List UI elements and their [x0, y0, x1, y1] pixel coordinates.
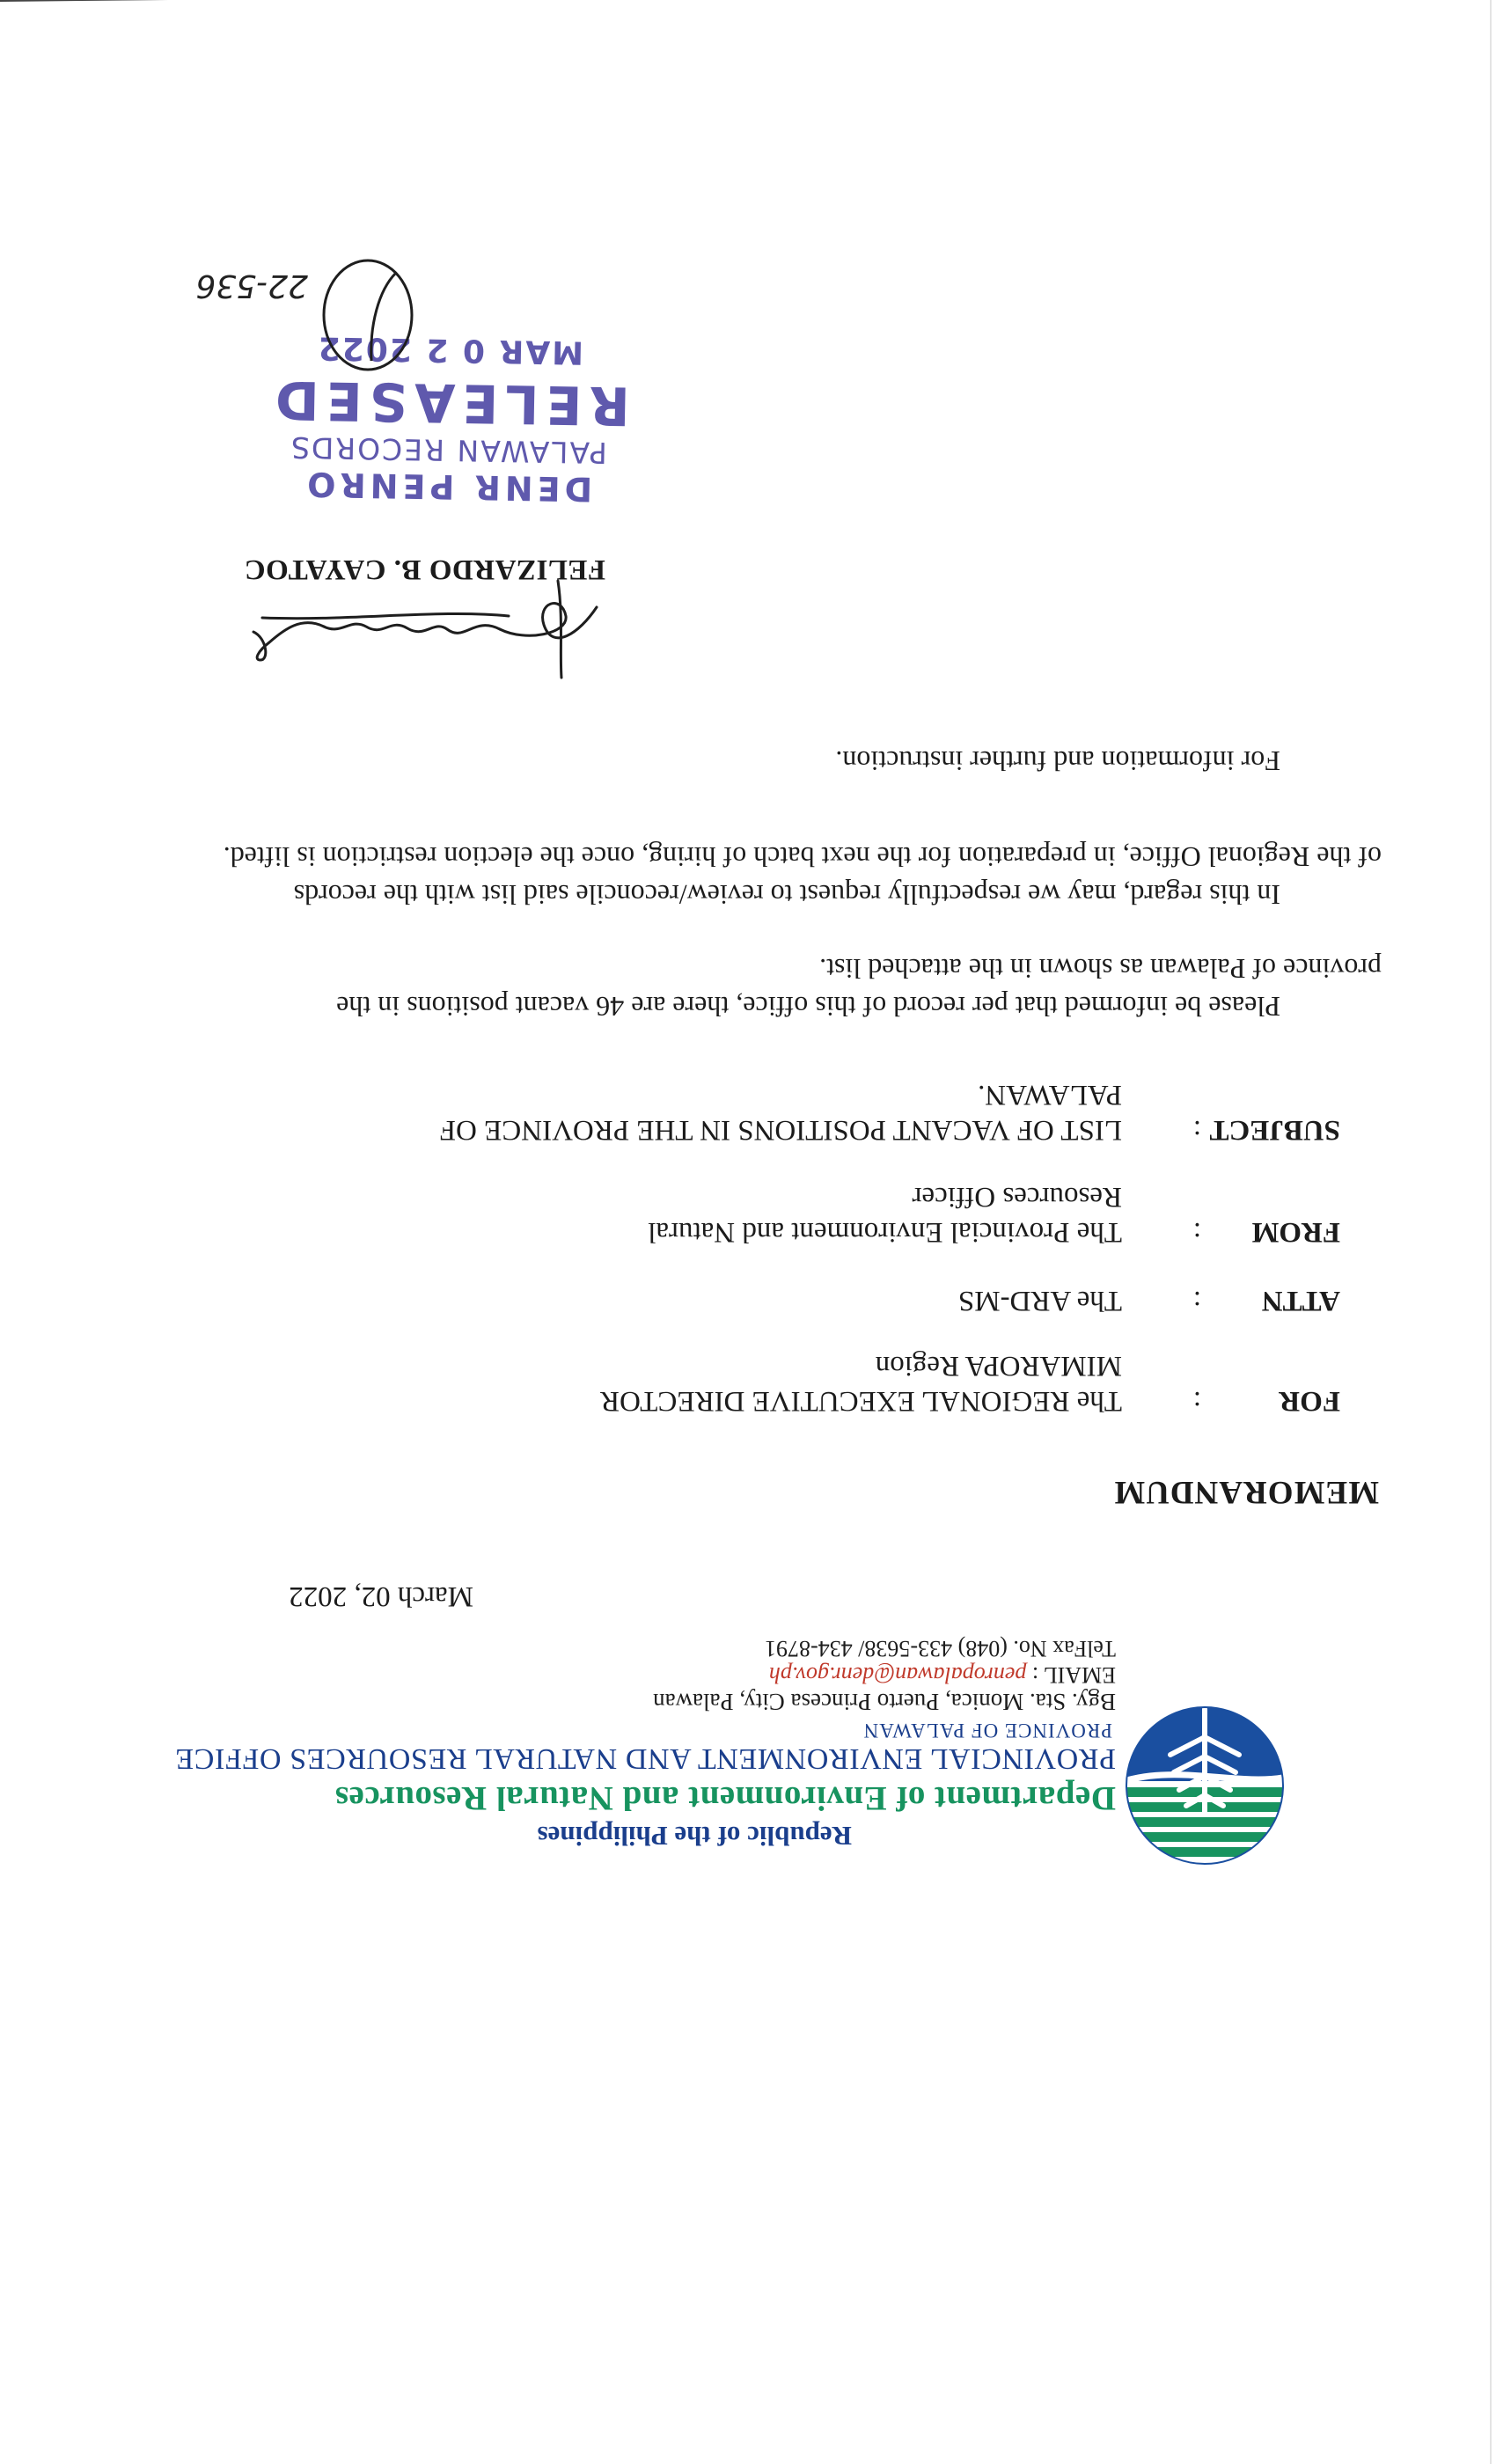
- paragraph-2: [132, 838, 1382, 913]
- email-link[interactable]: penropalawan@denr.gov.ph: [768, 1662, 1027, 1688]
- field-colon: :: [1192, 1114, 1201, 1146]
- memo-date: March 02, 2022: [289, 1580, 473, 1612]
- republic-line: Republic of the Philippines: [537, 1821, 852, 1852]
- field-colon: :: [1192, 1285, 1201, 1316]
- paragraph-first-line: Please be informed that per record of this office, there are 46 vacant positions in the: [336, 991, 1280, 1023]
- memo-title: MEMORANDUM: [1113, 1474, 1379, 1510]
- email-label: EMAIL :: [1031, 1662, 1116, 1688]
- field-value: [180, 1348, 1122, 1419]
- field-colon: :: [1192, 1385, 1201, 1417]
- field-value-line2: PALAWAN.: [978, 1079, 1122, 1111]
- field-value-line1: The Provincial Environment and Natural: [648, 1216, 1122, 1248]
- control-number: 22-536: [195, 268, 308, 304]
- paragraph-3: [132, 742, 1382, 780]
- field-subject: [161, 1077, 1340, 1148]
- field-value-line1: The REGIONAL EXECUTIVE DIRECTOR: [599, 1385, 1122, 1417]
- province-line: PROVINCE OF PALAWAN: [862, 1720, 1112, 1742]
- stamp-office: DENR PENRO: [302, 465, 593, 509]
- field-for: [161, 1348, 1340, 1419]
- field-key: ATTN: [1261, 1285, 1340, 1316]
- denr-logo-icon: [1125, 1705, 1285, 1866]
- field-key: SUBJECT: [1209, 1114, 1340, 1146]
- signatory-name: FELIZARDO B. CAYATOC: [244, 554, 605, 585]
- paragraph-first-line: In this regard, may we respectfully request to review/reconcile said list with the records: [293, 879, 1280, 911]
- paragraph-first-line: For information and further instruction.: [835, 745, 1280, 777]
- field-key: FROM: [1251, 1216, 1340, 1248]
- field-colon: :: [1192, 1216, 1201, 1248]
- field-value-line1: The ARD-MS: [957, 1285, 1122, 1316]
- field-value: [180, 1179, 1122, 1250]
- office-name: PROVINCIAL ENVIRONMENT AND NATURAL RESOURCES OFFICE: [174, 1742, 1116, 1775]
- memo-fields: [161, 1077, 1340, 1419]
- stamp-released: RELEASED: [268, 368, 631, 436]
- field-attn: [161, 1283, 1340, 1318]
- email-line: [60, 1661, 1116, 1688]
- paragraph-rest: of the Regional Office, in preparation for the next batch of hiring, once the election restriction is lifted.: [223, 841, 1382, 873]
- department-name: Department of Environment and Natural Resources: [334, 1779, 1116, 1817]
- paragraph-rest: province of Palawan as shown in the attached list.: [819, 953, 1382, 985]
- office-address: Bgy. Sta. Monica, Puerto Princesa City, Palawan: [653, 1689, 1116, 1715]
- field-value-line1: LIST OF VACANT POSITIONS IN THE PROVINCE OF: [439, 1114, 1122, 1146]
- letterhead: [60, 1635, 1116, 1852]
- telfax-line: TelFax No. (048) 433-5638/ 434-8791: [765, 1636, 1116, 1661]
- field-from: [161, 1179, 1340, 1250]
- stamp-records: PALAWAN RECORDS: [289, 429, 608, 471]
- field-value: [180, 1077, 1122, 1148]
- field-key: FOR: [1279, 1385, 1340, 1417]
- field-value-line2: MIMAROPA Region: [875, 1350, 1122, 1382]
- stamp-date: MAR 0 2 2022: [316, 329, 584, 370]
- signature-icon: [209, 572, 614, 713]
- paragraph-1: [132, 950, 1382, 1025]
- initial-circle-icon: [308, 246, 422, 378]
- field-value-line2: Resources Officer: [912, 1181, 1122, 1213]
- field-value: [180, 1283, 1122, 1318]
